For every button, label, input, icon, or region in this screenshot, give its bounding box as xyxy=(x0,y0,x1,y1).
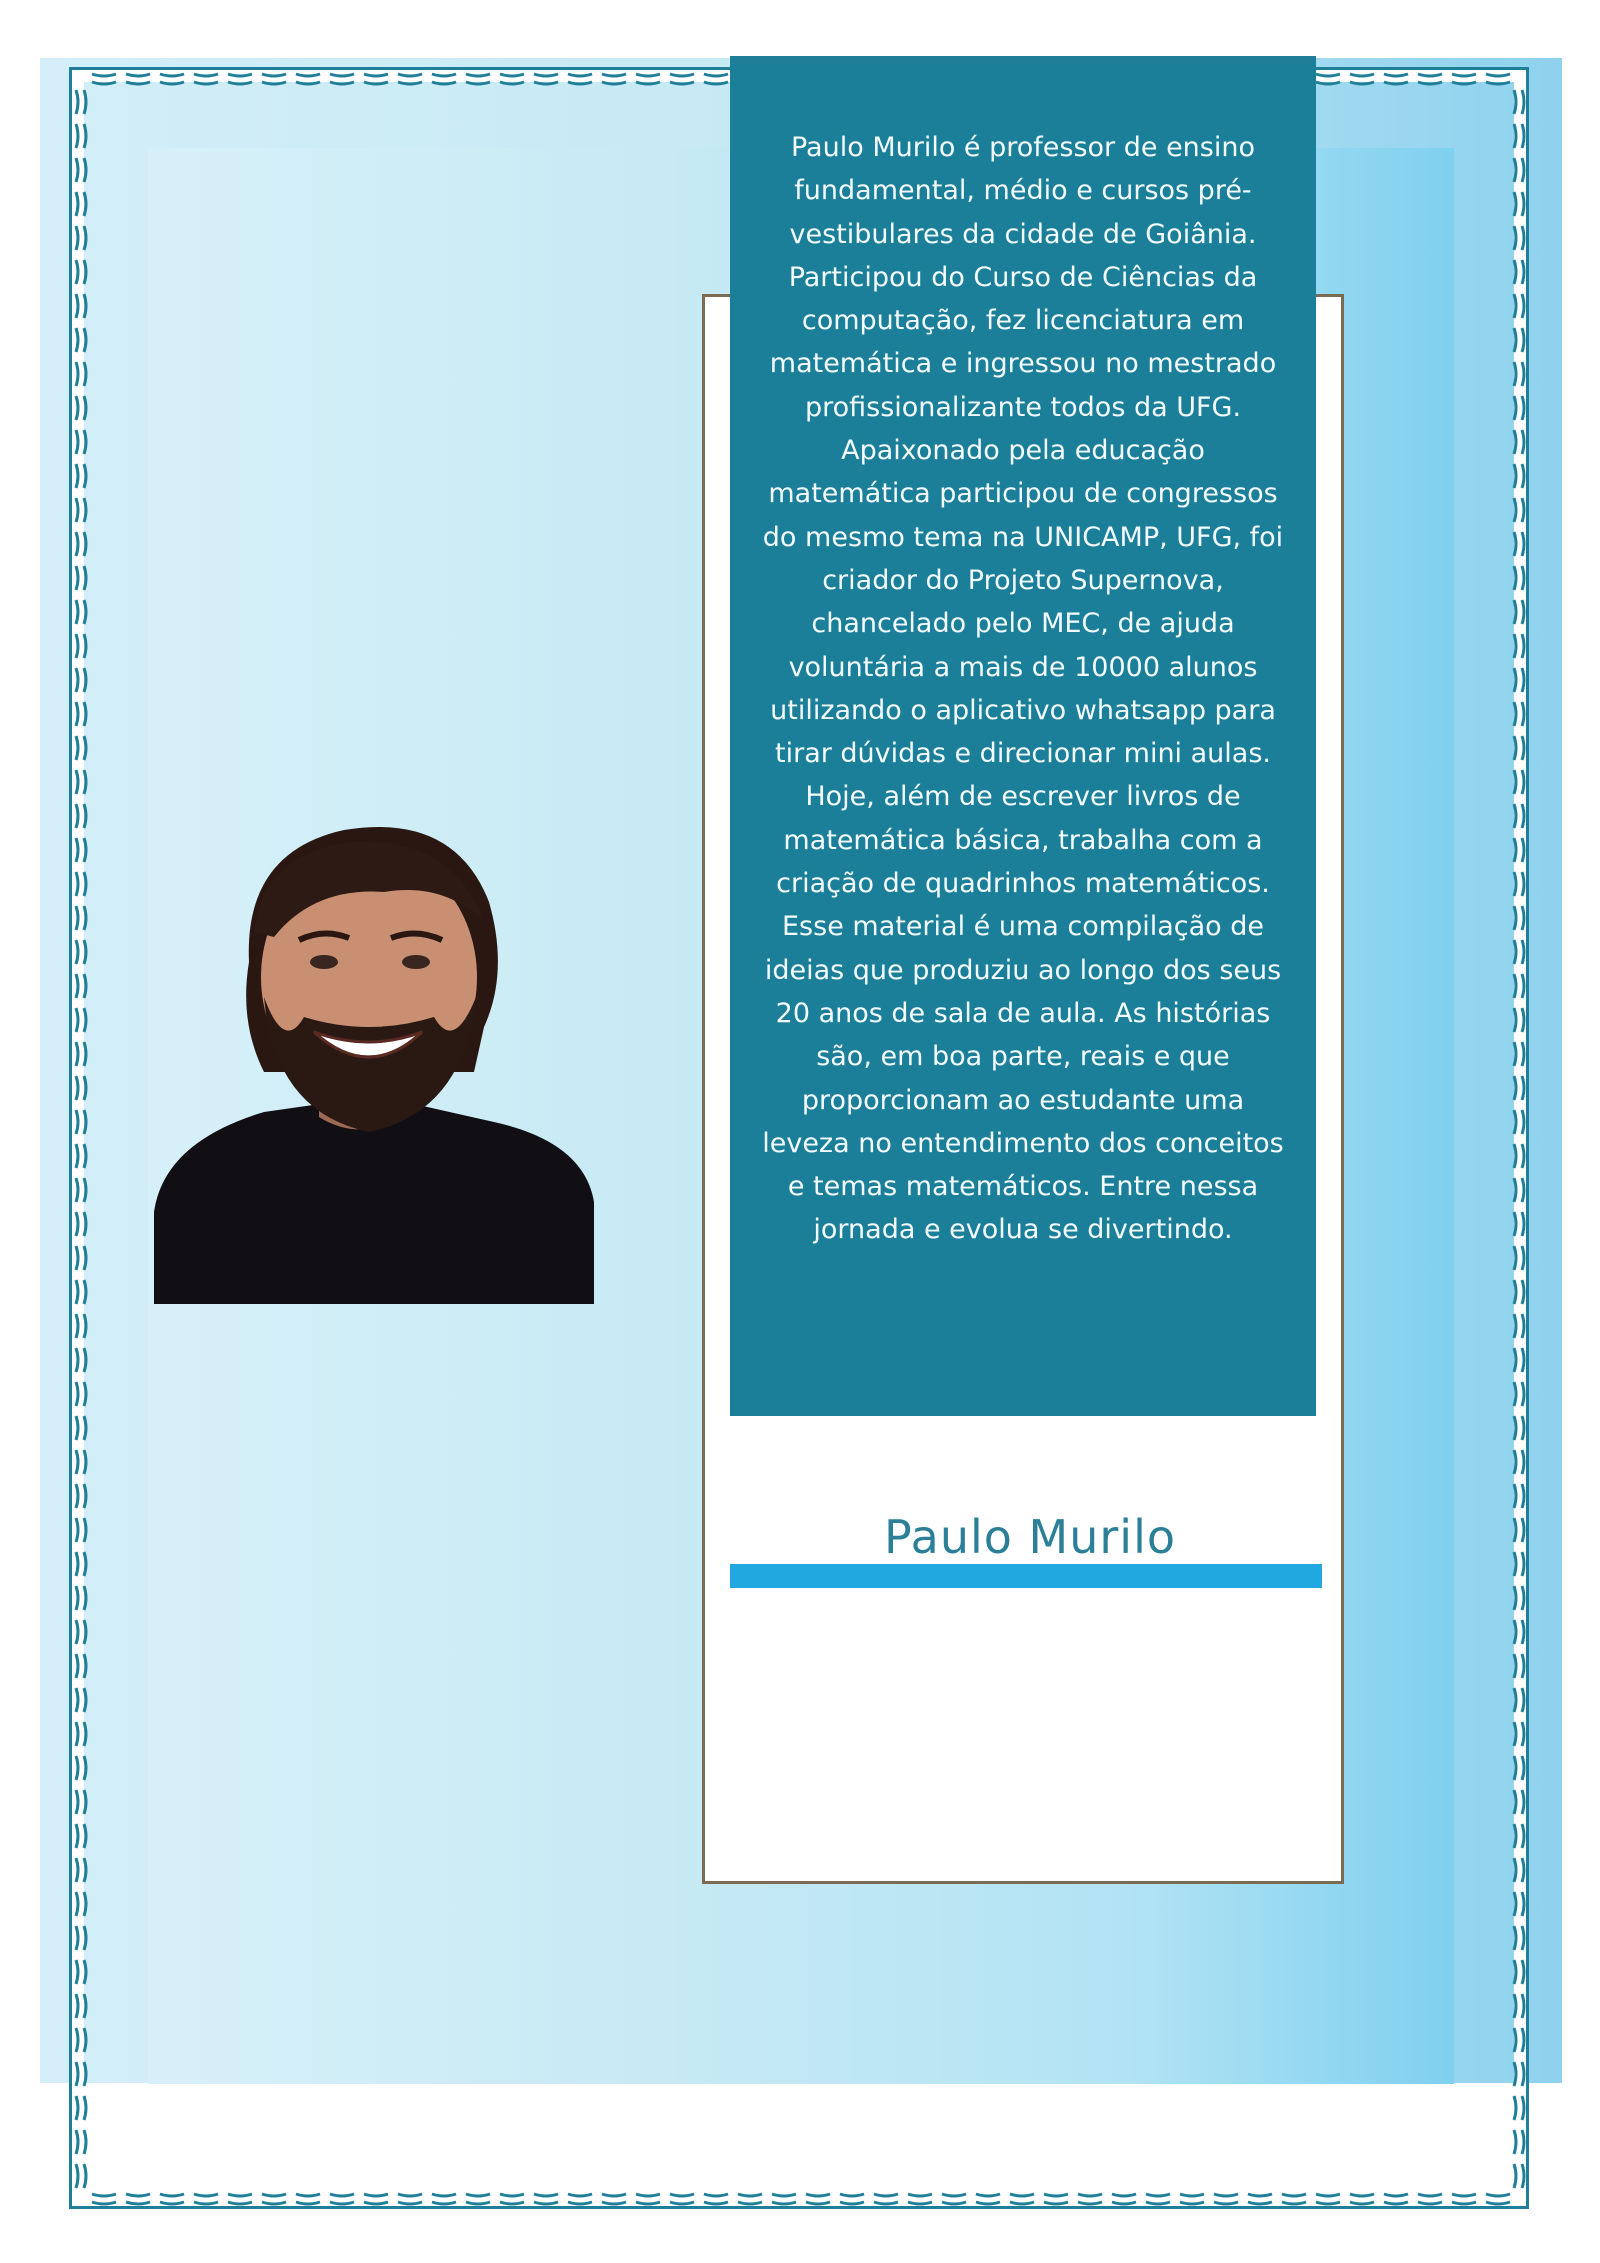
name-underline-bar xyxy=(730,1564,1322,1588)
bio-text: Paulo Murilo é professor de ensino fundamental, médio e cursos pré-vestibulares da cidade de Goiânia. Participou do Curso de Ciências da computação, fez licenciatura em matemática e ingressou no mestrado profissionalizante todos da UFG. Apaixonado pela educação matemática participou de congressos do mesmo tema na UNICAMP, UFG, foi criador do Projeto Supernova, chancelado pelo MEC, de ajuda voluntária a mais de 10000 alunos utilizando o aplicativo whatsapp para tirar dúvidas e direcionar mini aulas. Hoje, além de escrever livros de matemática básica, trabalha com a criação de quadrinhos matemáticos. Esse material é uma compilação de ideias que produziu ao longo dos seus 20 anos de sala de aula. As histórias são, em boa parte, reais e que proporcionam ao estudante uma leveza no entendimento dos conceitos e temas matemáticos. Entre nessa jornada e evolua se divertindo. xyxy=(762,132,1284,1246)
header-strip xyxy=(730,56,1316,64)
author-portrait-icon xyxy=(154,812,594,1304)
author-name: Paulo Murilo xyxy=(883,1510,1177,1564)
bio-box xyxy=(730,64,1316,1416)
